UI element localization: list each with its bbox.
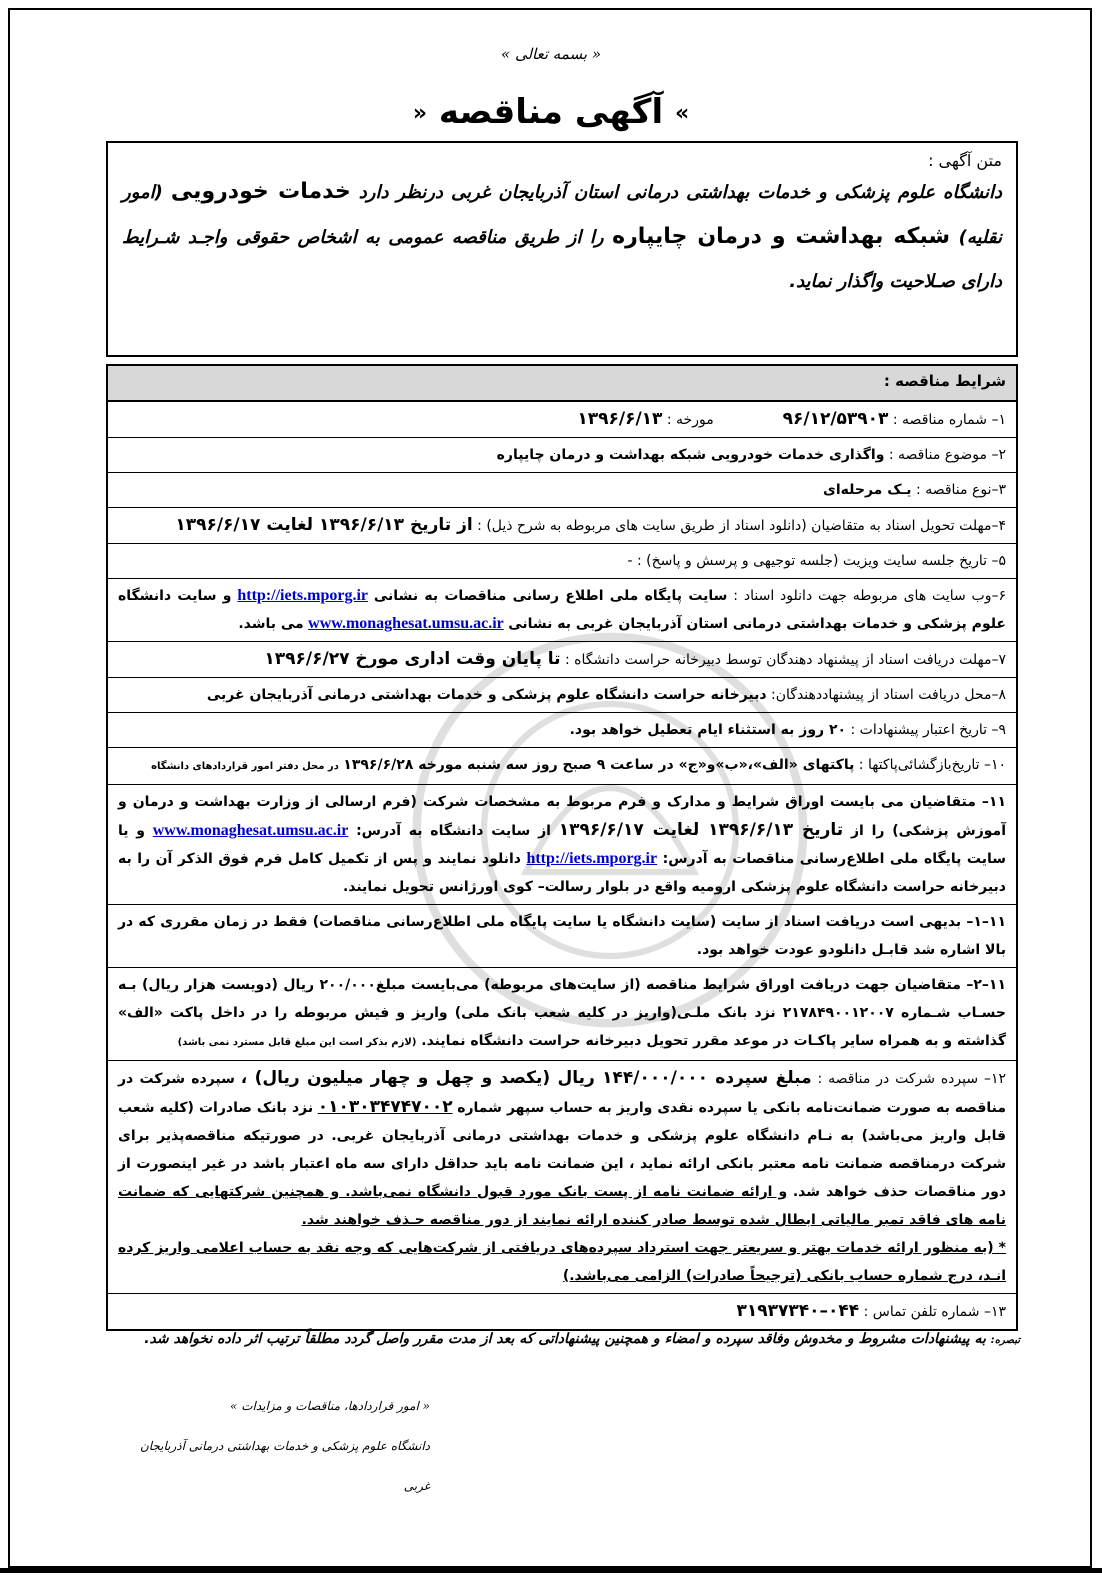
condition-row-12 [108,1061,1016,1294]
row2-label: ۲– موضوع مناقصه : [888,447,1006,463]
row10-label: ۱۰– تاریخ‌بازگشائی‌پاکتها : [858,757,1006,773]
row11-text2: از سایت دانشگاه به آدرس: [356,823,551,839]
notice-part3: (امور نقلیه) [122,182,1002,248]
row3-label: ۳–نوع مناقصه : [916,482,1006,498]
signature-block [130,1386,430,1506]
row6-text2: و سایت دانشگاه علوم پزشکی و خدمات بهداشتی درمانی استان آذربایجان غربی به نشانی [118,588,1006,632]
monaghesat-link[interactable]: www.monaghesat.umsu.ac.ir [308,615,504,632]
condition-row-1 [108,402,1016,438]
deposit-account: ۰۱۰۳۰۳۴۷۴۷۰۰۲ [317,1097,453,1117]
signature-line1: « امور قراردادها، مناقصات و مزایدات » [230,1399,430,1413]
row11-text4: دانلود نمایند و پس از تکمیل کامل فرم فوق الذکر آن را به دبیرخانه حراست دانشگاه علوم پزشکی ارومیه واقع در بلوار رسالت– کوی اورژانس تحویل نمایند. [118,851,1006,895]
tender-subject: واگذاری خدمات خودرویی شبکه بهداشت و درمان چایپاره [496,447,885,463]
row11-2-text: ۱۱–۲– متقاضیان جهت دریافت اوراق شرایط مناقصه (از سایت‌های مربوطه) می‌بایست مبلغ۲۰۰/۰۰۰ ریال (دویست هزار ریال) بـه حسـاب شـماره ۲۱۷۸۴۹۰۰۱۲۰۰۷ نزد بانک ملـی(واریز در کلیه شعب بانک ملی) واریز و فیش مربوطه را در داخل پاکت «الف» گذاشته و به همراه سایر پاکـات در موعد مقرر تحویل دبیرخانه حراست دانشگاه نمایند. [118,977,1007,1049]
condition-row-3 [108,473,1016,508]
notice-service: خدمات خودرویی [170,179,351,204]
row6-label: ۶–وب سایت های مربوطه جهت دانلود اسناد : [733,588,1007,604]
contact-phone: ۰۴۴–۳۱۹۳۷۳۴۰ [736,1301,860,1321]
condition-row-10 [108,748,1016,785]
row6-text1: سایت پایگاه ملی اطلاع رسانی مناقصات به نشانی [373,588,728,604]
condition-row-13 [108,1294,1016,1329]
date-label: مورخه : [666,412,714,428]
opening-date: پاکتهای «الف»،«ب»و«ج» در ساعت ۹ صبح روز سه شنبه مورخه ۱۳۹۶/۶/۲۸ [343,757,855,773]
conditions-header: شرایط مناقصه : [108,366,1016,402]
monaghesat-link-2[interactable]: www.monaghesat.umsu.ac.ir [152,822,349,839]
notice-text-box [106,141,1018,357]
footnote-text: به پیشنهادات مشروط و مخدوش وفاقد سپرده و امضاء و همچنین پیشنهاداتی که بعد از مدت مقرر واصل گردد مطلقاً ترتیب اثر داده نخواهد شد. [144,1331,986,1347]
notice-part1: دانشگاه علوم پزشکی و خدمات بهداشتی درمانی استان آذربایجان غربی درنظر دارد [358,182,1002,203]
row4-label: ۴–مهلت تحویل اسناد به متقاضیان (دانلود اسناد از طریق سایت های مربوطه به شرح ذیل) : [477,518,1006,534]
bottom-rule [0,1568,1102,1573]
row12-label: ۱۲– سپرده شرکت در مناقصه : [817,1071,1007,1087]
footnote-prefix: تبصره: [990,1335,1020,1346]
condition-row-8 [108,678,1016,713]
row12-text1: سپرده شرکت در مناقصه به صورت ضمانت‌نامه بانکی یا سپرده نقدی واریز به حساب سپهر شماره [118,1071,1007,1116]
notice-part5: را از طریق مناقصه عمومی به اشخاص حقوقی واجـد شـرایط دارای صـلاحیت واگذار نماید. [122,227,1002,292]
condition-row-11-2 [108,968,1016,1061]
tender-type: یـک مرحله‌ای [823,482,912,498]
row12-text3: و ارائه ضمانت نامه از پست بانک مورد قبول دانشگاه نمی‌باشد. و همچنین شرکتهایی که ضمانت نامه های فاقد تمبر مالیاتی ابطال شده توسط صادر کننده ارائه نمایند از دور مناقصه حـذف خواهند شد. [118,1184,1006,1228]
title-quote-close: » [674,101,690,126]
row7-label: ۷–مهلت دریافت اسناد از پیشنهاد دهندگان توسط دبیرخانه حراست دانشگاه : [564,652,1006,668]
iets-link-2[interactable]: http://iets.mporg.ir [526,850,658,867]
page-title [0,92,1102,132]
row11-text1: ۱۱– متقاضیان می بایست اوراق شرایط و مدارک و فرم مربوط به مشخصات شرکت (فرم ارسالی از وزارت بهداشت و درمان و آموزش پزشکی) را از [118,794,1007,839]
row11-2-note: (لازم بذکر است این مبلغ قابل مسترد نمی باشد) [177,1037,417,1048]
title-quote-open: « [412,101,428,126]
conditions-table [106,364,1018,1331]
tender-number: ۹۶/۱۲/۵۳۹۰۳ [782,409,889,429]
condition-row-2 [108,438,1016,473]
row6-text3: می باشد. [238,616,304,632]
condition-row-11 [108,785,1016,905]
row9-label: ۹– تاریخ اعتبار پیشنهادات : [850,722,1006,738]
row12-star-note: * (به منظور ارائه خدمات بهتر و سریعتر جهت استرداد سپرده‌های دریافتی از شرکت‌هایی که وجه نقد به حساب اعلامی واریز کرده انـد، درج شماره حساب بانکی (ترجیحاً صادرات) الزامی می‌باشد.) [118,1240,1006,1284]
row12-text2: نزد بانک صادرات (کلیه شعب قابل واریز می‌باشد) به نـام دانشگاه علوم پزشکی و خدمات بهداشتی درمانی آذربایجان غربی. در صورتیکه مناقصه‌پذیر برای شرکت درمناقصه ضمانت نامه معتبر بانکی ارائه نماید ، این ضمانت نامه باید حداقل دارای سه ماه اعتبار باشد در غیر اینصورت از دور مناقصات حذف خواهد شد. [118,1100,1006,1200]
condition-row-7 [108,642,1016,678]
notice-network: شبکه بهداشت و درمان چایپاره [612,224,951,249]
signature-line2: دانشگاه علوم پزشکی و خدمات بهداشتی درمانی آذربایجان غربی [139,1439,430,1493]
row11-text3: و یا سایت پایگاه ملی اطلاع‌رسانی مناقصات به آدرس: [118,823,1006,867]
row13-label: ۱۳– شماره تلفن تماس : [863,1304,1006,1320]
row11-dates: تاریخ ۱۳۹۶/۶/۱۳ لغایت ۱۳۹۶/۶/۱۷ [558,820,844,840]
notice-body [122,170,1002,304]
title-text: آگهی مناقصه [438,92,664,132]
row5-label: ۵– تاریخ جلسه سایت ویزیت (جلسه توجیهی و پرسش و پاسخ) : - [627,553,1006,569]
notice-label: متن آگهی : [928,151,1002,170]
condition-row-4 [108,508,1016,544]
opening-place: در محل دفتر امور قراردادهای دانشگاه [151,761,339,772]
condition-row-5 [108,544,1016,579]
row8-label: ۸–محل دریافت اسناد از پیشنهاددهندگان: [771,687,1006,703]
condition-row-9 [108,713,1016,748]
submission-deadline: تا پایان وقت اداری مورخ ۱۳۹۶/۶/۲۷ [264,649,561,669]
delivery-period: از تاریخ ۱۳۹۶/۶/۱۳ لغایت ۱۳۹۶/۶/۱۷ [175,515,473,535]
footnote [10,1331,1020,1347]
tender-date: ۱۳۹۶/۶/۱۳ [577,409,663,429]
row1-label: ۱– شماره مناقصه : [892,412,1006,428]
deposit-amount: مبلغ سپرده ۱۴۴/۰۰۰/۰۰۰ ریال (یکصد و چهل و چهار میلیون ریال) ، [240,1068,812,1088]
condition-row-6 [108,579,1016,642]
iets-link[interactable]: http://iets.mporg.ir [237,587,369,604]
basmala: « بسمه تعالی » [501,45,601,63]
validity-period: ۲۰ روز به استثناء ایام تعطیل خواهد بود. [569,722,847,738]
condition-row-11-1: ۱۱–۱– بدیهی است دریافت اسناد از سایت (سایت دانشگاه یا سایت پایگاه ملی اطلاع‌رسانی مناقصات) فقط در زمان مقرری که در بالا اشاره شد قابـل دانلودو عودت خواهد بود. [108,905,1016,968]
submission-place: دبیرخانه حراست دانشگاه علوم پزشکی و خدمات بهداشتی درمانی آذربایجان غربی [206,687,767,703]
